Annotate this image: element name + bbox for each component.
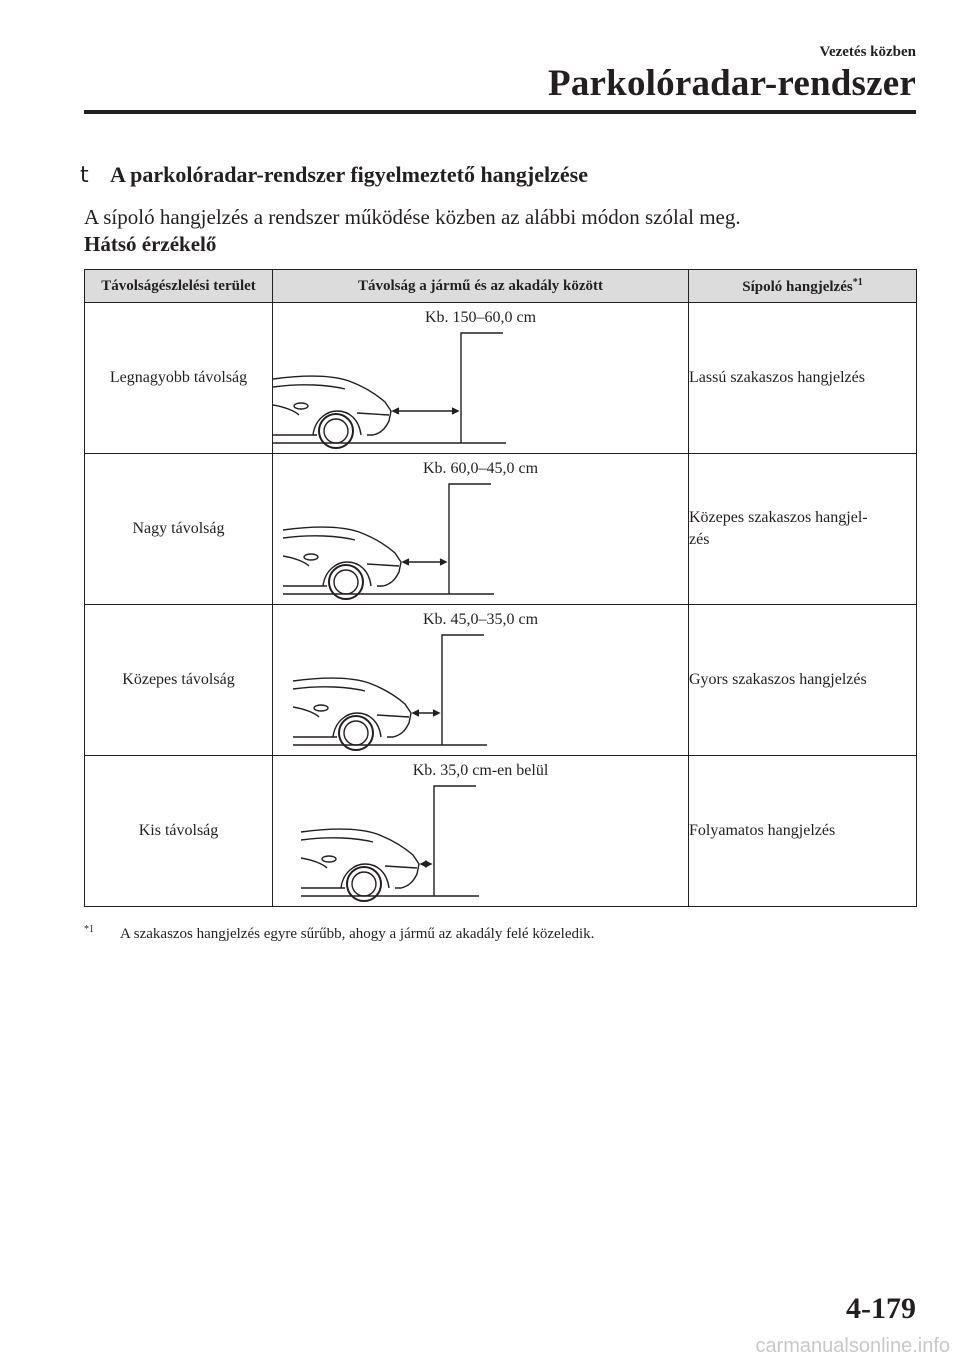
- car-door-line: [301, 858, 327, 868]
- distance-label: Kb. 45,0–35,0 cm: [422, 611, 539, 628]
- radar-beep-table: [84, 269, 917, 907]
- distance-cell: [273, 454, 689, 605]
- running-section-title: Vezetés közben: [819, 44, 916, 60]
- door-handle-icon: [314, 705, 328, 711]
- beep-cell: Folyamatos hangjelzés: [689, 756, 917, 907]
- car-bumper-line: [367, 564, 399, 566]
- header-distance: Távolság a jármű és az akadály között: [273, 270, 689, 303]
- header-zone: Távolságészlelési terület: [85, 270, 273, 303]
- car-door-line: [273, 405, 299, 415]
- header-beep-footnote-mark: *1: [852, 276, 863, 288]
- arrowhead-right: [440, 559, 446, 565]
- car-obstacle-diagram: [273, 756, 689, 906]
- distance-cell: [273, 303, 689, 454]
- car-bumper-line: [357, 413, 389, 415]
- table-row: [85, 303, 917, 454]
- section-heading-text: A parkolóradar-rendszer figyelmeztető hangjelzése: [110, 162, 588, 187]
- car-obstacle-diagram: [273, 454, 689, 604]
- arrowhead-right: [452, 408, 458, 414]
- arrowhead-right: [425, 861, 431, 867]
- watermark-text: carmanualsonline.info: [755, 1335, 950, 1357]
- distance-label: Kb. 150–60,0 cm: [424, 309, 537, 326]
- beep-cell: Lassú szakaszos hangjelzés: [689, 303, 917, 454]
- sub-heading: Hátsó érzékelő: [84, 232, 217, 256]
- section-bullet: t: [80, 163, 89, 188]
- car-bumper-line: [377, 715, 409, 717]
- car-obstacle-diagram: [273, 303, 689, 453]
- car-door-line: [293, 707, 319, 717]
- chapter-title: Parkolóradar-rendszer: [548, 63, 916, 104]
- arrowhead-left: [393, 408, 399, 414]
- car-obstacle-diagram: [273, 605, 689, 755]
- distance-label: Kb. 35,0 cm-en belül: [412, 762, 549, 779]
- zone-cell: Nagy távolság: [85, 454, 273, 605]
- door-handle-icon: [304, 554, 318, 560]
- arrowhead-left: [413, 710, 419, 716]
- wheel-rim: [352, 872, 376, 896]
- distance-cell: [273, 605, 689, 756]
- car-drawing: [273, 333, 506, 448]
- arrowhead-right: [433, 710, 439, 716]
- wheel-rim: [324, 419, 348, 443]
- car-bumper-line: [385, 866, 417, 868]
- distance-label: Kb. 60,0–45,0 cm: [422, 460, 539, 477]
- header-beep: [689, 270, 917, 303]
- obstacle-wall: [442, 635, 484, 745]
- beep-cell: Közepes szakaszos hangjel- zés: [689, 454, 917, 605]
- car-door-line: [283, 556, 309, 566]
- car-drawing: [293, 635, 487, 750]
- table-header-row: [85, 270, 917, 303]
- table-row: [85, 454, 917, 605]
- footnote-mark: *1: [84, 924, 94, 935]
- beep-cell: Gyors szakaszos hangjelzés: [689, 605, 917, 756]
- table-row: [85, 756, 917, 907]
- car-drawing: [301, 786, 479, 901]
- obstacle-wall: [434, 786, 476, 896]
- distance-cell: [273, 756, 689, 907]
- zone-cell: Legnagyobb távolság: [85, 303, 273, 454]
- footnote: [84, 924, 594, 943]
- door-handle-icon: [322, 856, 336, 862]
- section-heading: [80, 162, 588, 188]
- door-handle-icon: [294, 403, 308, 409]
- page-number: 4-179: [846, 1292, 916, 1325]
- wheel-rim: [344, 721, 368, 745]
- zone-cell: Közepes távolság: [85, 605, 273, 756]
- car-window-line: [301, 838, 373, 842]
- arrowhead-left: [403, 559, 409, 565]
- obstacle-wall: [449, 484, 491, 594]
- wheel-rim: [334, 570, 358, 594]
- intro-paragraph: A sípoló hangjelzés a rendszer működése közben az alábbi módon szólal meg.: [84, 205, 741, 229]
- car-window-line: [273, 385, 345, 389]
- footnote-text: A szakaszos hangjelzés egyre sűrűbb, ahogy a jármű az akadály felé közeledik.: [120, 926, 595, 942]
- table-row: [85, 605, 917, 756]
- zone-cell: Kis távolság: [85, 756, 273, 907]
- car-drawing: [283, 484, 494, 599]
- header-rule: [84, 110, 916, 114]
- header-beep-text: Sípoló hangjelzés: [742, 278, 853, 295]
- obstacle-wall: [461, 333, 503, 443]
- car-window-line: [283, 536, 355, 540]
- car-window-line: [293, 687, 365, 691]
